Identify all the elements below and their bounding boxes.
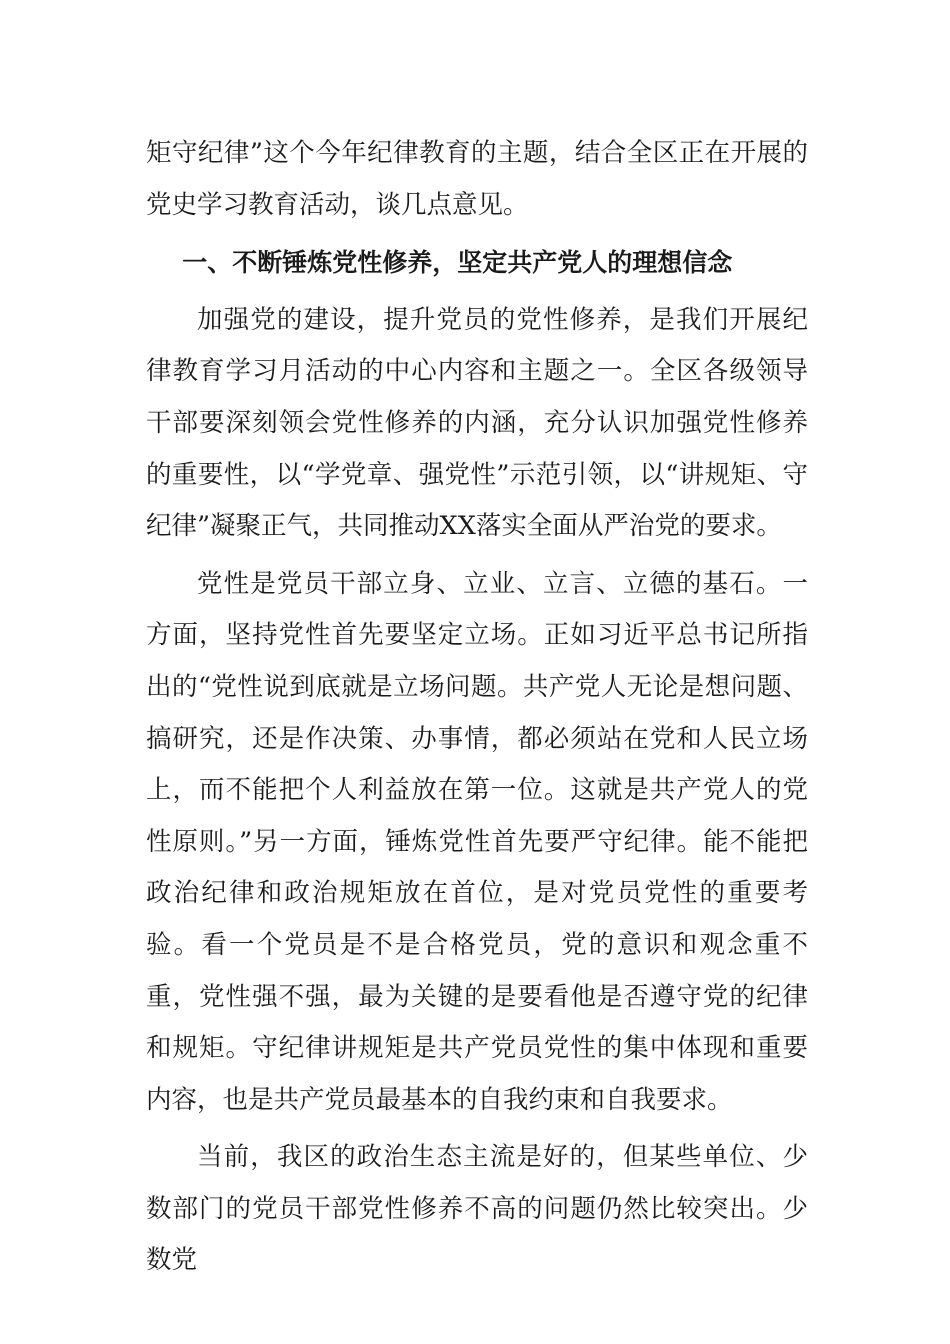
section-heading: 一、不断锤炼党性修养，坚定共产党人的理想信念	[182, 248, 733, 278]
document-body	[146, 128, 808, 1293]
paragraph-current-situation: 当前，我区的政治生态主流是好的，但某些单位、少数部门的党员干部党性修养不高的问题仍然比较突出。少数党	[146, 1142, 808, 1276]
paragraph-party-spirit: 党性是党员干部立身、立业、立言、立德的基石。一方面，坚持党性首先要坚定立场。正如习近平总书记所指出的“党性说到底就是立场问题。共产党人无论是想问题、搞研究，还是作决策、办事情，都必须站在党和人民立场上，而不能把个人利益放在第一位。这就是共产党人的党性原则。”另一方面，锤炼党性首先要严守纪律。能不能把政治纪律和政治规矩放在首位，是对党员党性的重要考验。看一个党员是不是合格党员，党的意识和观念重不重，党性强不强，最为关键的是要看他是否遵守党的纪律和规矩。守纪律讲规矩是共产党员党性的集中体现和重要内容，也是共产党员最基本的自我约束和自我要求。	[146, 568, 808, 1115]
paragraph-continuation: 矩守纪律”这个今年纪律教育的主题，结合全区正在开展的党史学习教育活动，谈几点意见。	[146, 138, 808, 220]
paragraph-party-building: 加强党的建设，提升党员的党性修养，是我们开展纪律教育学习月活动的中心内容和主题之一。全区各级领导干部要深刻领会党性修养的内涵，充分认识加强党性修养的重要性，以“学党章、强党性”示范引领，以“讲规矩、守纪律”凝聚正气，共同推动XX落实全面从严治党的要求。	[146, 304, 808, 542]
